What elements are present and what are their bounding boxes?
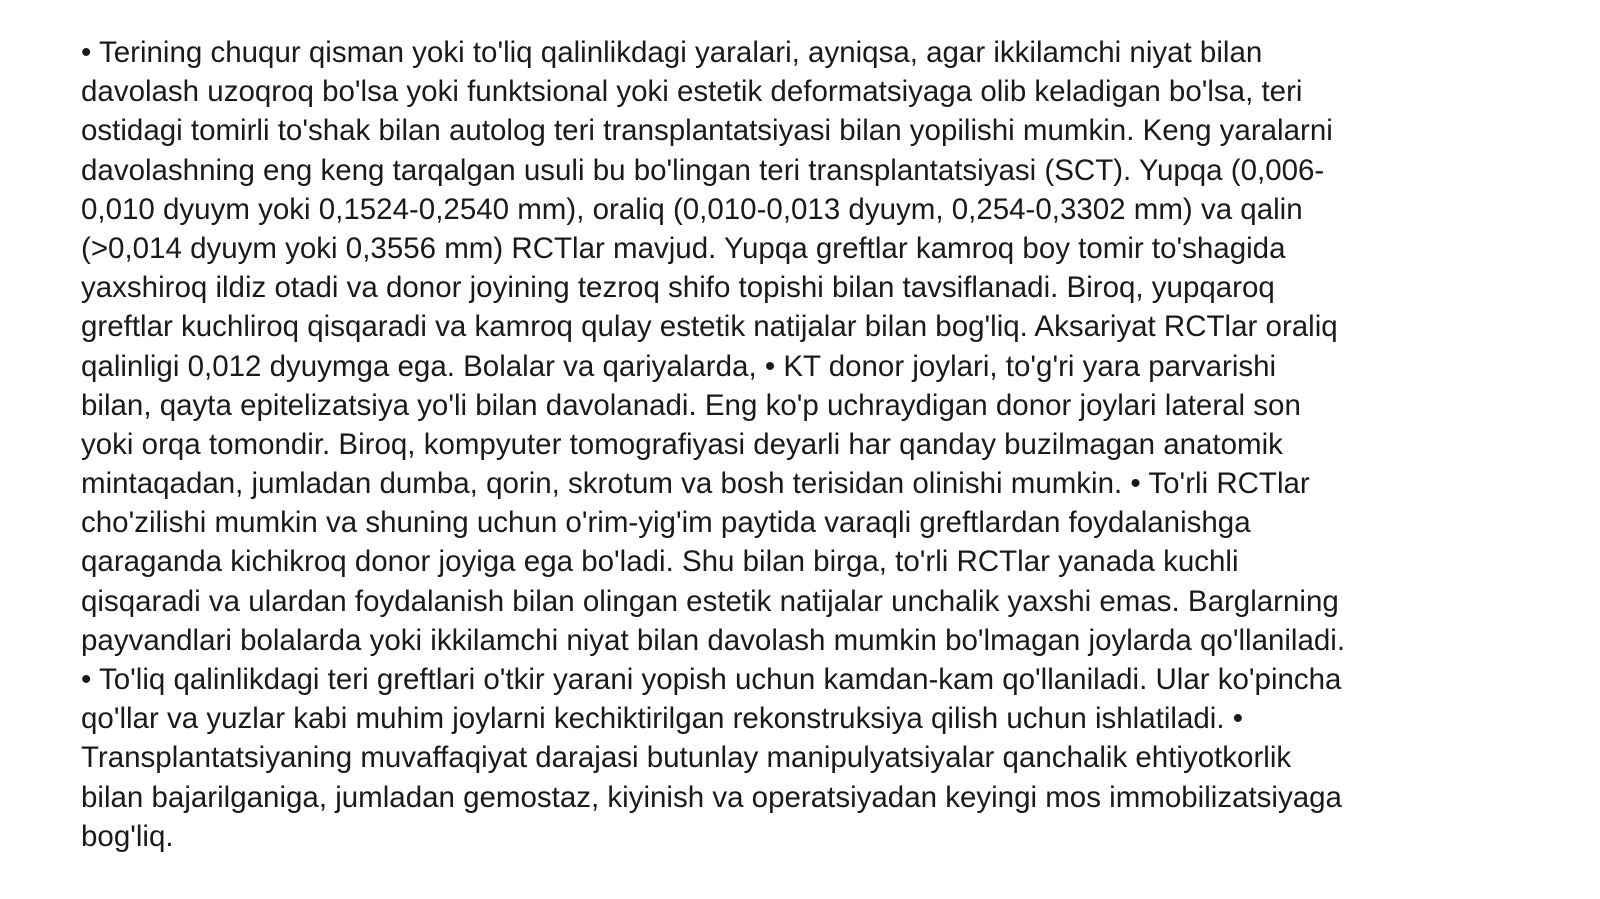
text-line: mintaqadan, jumladan dumba, qorin, skrotum va bosh terisidan olinishi mumkin. • To'rli RCTlar xyxy=(81,467,1310,501)
text-line: (>0,014 dyuym yoki 0,3556 mm) RCTlar mavjud. Yupqa greftlar kamroq boy tomir to'shagida xyxy=(81,231,1286,265)
text-line: • Terining chuqur qisman yoki to'liq qalinlikdagi yaralari, ayniqsa, agar ikkilamchi niyat bilan xyxy=(81,36,1263,69)
text-line: bilan bajarilganiga, jumladan gemostaz, kiyinish va operatsiyadan keyingi mos immobilizatsiyaga xyxy=(81,780,1342,814)
text-line: qo'llar va yuzlar kabi muhim joylarni kechiktirilgan rekonstruksiya qilish uchun ishlatiladi. • xyxy=(81,702,1244,736)
text-line: Transplantatsiyaning muvaffaqiyat darajasi butunlay manipulyatsiyalar qanchalik ehtiyotkorlik xyxy=(81,741,1292,775)
text-line: bilan, qayta epitelizatsiya yo'li bilan davolanadi. Eng ko'p uchraydigan donor joylari lateral son xyxy=(81,388,1301,422)
text-line: yaxshiroq ildiz otadi va donor joyining tezroq shifo topishi bilan tavsiflanadi. Biroq, yupqaroq xyxy=(81,271,1275,305)
text-line: payvandlari bolalarda yoki ikkilamchi niyat bilan davolash mumkin bo'lmagan joylarda qo'llaniladi. xyxy=(81,623,1346,657)
text-line: davolashning eng keng tarqalgan usuli bu bo'lingan teri transplantatsiyasi (SCT). Yupqa (0,006- xyxy=(81,153,1325,187)
text-line: ostidagi tomirli to'shak bilan autolog teri transplantatsiyasi bilan yopilishi mumkin. Keng yaralarni xyxy=(81,114,1333,148)
text-line: greftlar kuchliroq qisqaradi va kamroq qulay estetik natijalar bilan bog'liq. Aksariyat RCTlar oraliq xyxy=(81,310,1338,344)
text-line: qisqaradi va ulardan foydalanish bilan olingan estetik natijalar unchalik yaxshi emas. Barglarning xyxy=(81,584,1339,618)
text-line: cho'zilishi mumkin va shuning uchun o'rim-yig'im paytida varaqli greftlardan foydalanishga xyxy=(81,506,1251,540)
text-line: • To'liq qalinlikdagi teri greftlari o'tkir yarani yopish uchun kamdan-kam qo'llaniladi. Ular ko'pincha xyxy=(81,663,1342,696)
text-line: davolash uzoqroq bo'lsa yoki funktsional yoki estetik deformatsiyaga olib keladigan bo'lsa, teri xyxy=(81,75,1303,109)
text-line: 0,010 dyuym yoki 0,1524-0,2540 mm), oraliq (0,010-0,013 dyuym, 0,254-0,3302 mm) va qalin xyxy=(81,192,1303,226)
text-line: qalinligi 0,012 dyuymga ega. Bolalar va qariyalarda, • KT donor joylari, to'g'ri yara parvarishi xyxy=(81,349,1277,383)
body-text xyxy=(81,33,1531,856)
text-line: bog'liq. xyxy=(81,819,174,853)
text-line: yoki orqa tomondir. Biroq, kompyuter tomografiyasi deyarli har qanday buzilmagan anatomik xyxy=(81,427,1283,461)
text-line: qaraganda kichikroq donor joyiga ega bo'ladi. Shu bilan birga, to'rli RCTlar yanada kuchli xyxy=(81,545,1239,579)
